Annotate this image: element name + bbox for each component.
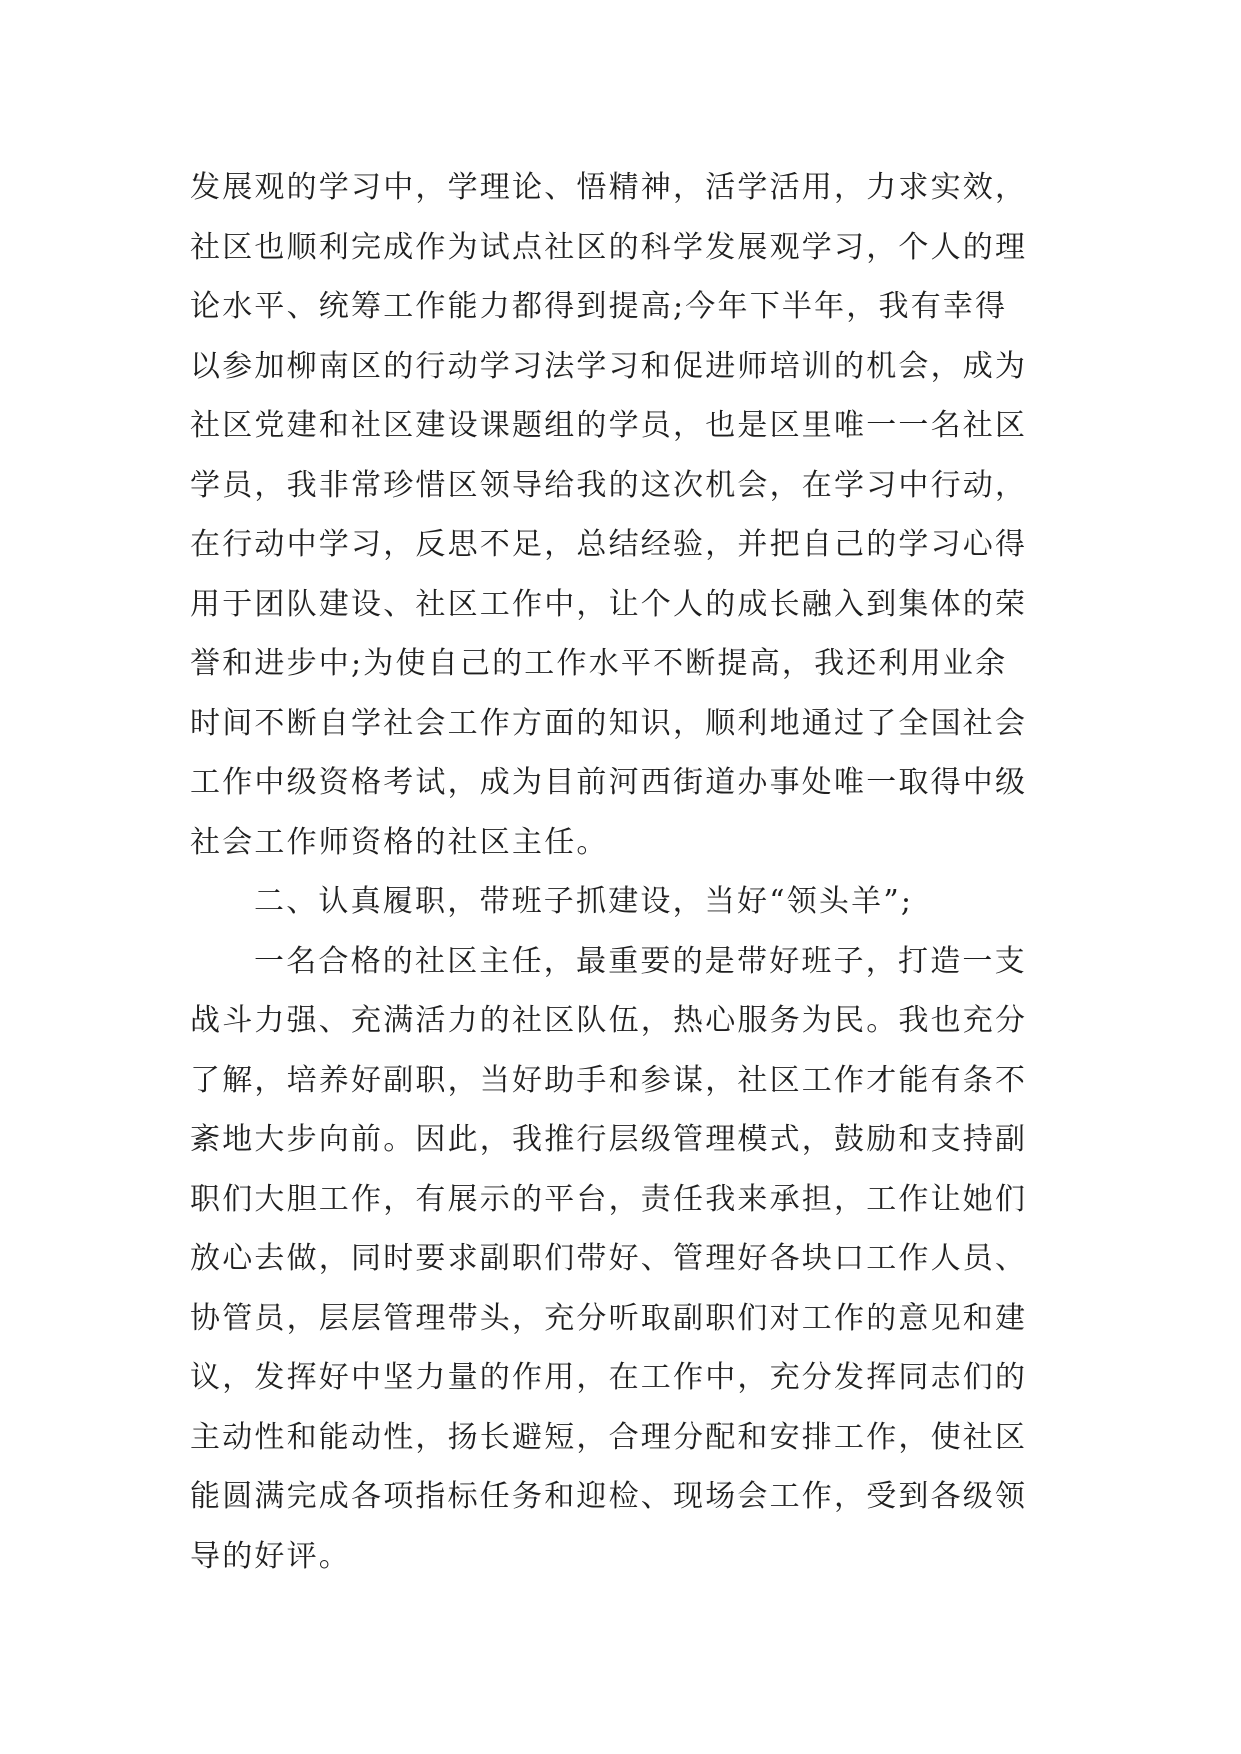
text-line: 放心去做，同时要求副职们带好、管理好各块口工作人员、 xyxy=(190,1241,1028,1276)
text-line: 誉和进步中;为使自己的工作水平不断提高，我还利用业余 xyxy=(190,646,1008,681)
text-line: 了解，培养好副职，当好助手和参谋，社区工作才能有条不 xyxy=(190,1062,1028,1098)
document-body xyxy=(190,158,1070,1586)
text-line: 社区也顺利完成作为试点社区的科学发展观学习，个人的理 xyxy=(190,229,1028,265)
text-line: 学员，我非常珍惜区领导给我的这次机会，在学习中行动， xyxy=(190,467,1028,503)
text-line: 导的好评。 xyxy=(190,1538,351,1574)
text-line: 论水平、统筹工作能力都得到提高;今年下半年，我有幸得 xyxy=(190,289,1008,324)
text-line: 主动性和能动性，扬长避短，合理分配和安排工作，使社区 xyxy=(190,1419,1028,1455)
text-line: 发展观的学习中，学理论、悟精神，活学活用，力求实效， xyxy=(190,170,1028,205)
text-line: 社会工作师资格的社区主任。 xyxy=(190,824,609,860)
text-line: 协管员，层层管理带头，充分听取副职们对工作的意见和建 xyxy=(190,1300,1028,1336)
text-line: 工作中级资格考试，成为目前河西街道办事处唯一取得中级 xyxy=(190,765,1028,800)
text-line: 时间不断自学社会工作方面的知识，顺利地通过了全国社会 xyxy=(190,705,1028,741)
text-line: 能圆满完成各项指标任务和迎检、现场会工作，受到各级领 xyxy=(190,1479,1028,1514)
text-line: 议，发挥好中坚力量的作用，在工作中，充分发挥同志们的 xyxy=(190,1360,1028,1395)
text-line: 战斗力强、充满活力的社区队伍，热心服务为民。我也充分 xyxy=(190,1003,1028,1038)
text-line: 以参加柳南区的行动学习法学习和促进师培训的机会，成为 xyxy=(190,348,1028,384)
text-line: 用于团队建设、社区工作中，让个人的成长融入到集体的荣 xyxy=(190,586,1028,622)
text-line: 在行动中学习，反思不足，总结经验，并把自己的学习心得 xyxy=(190,527,1028,562)
text-line: 紊地大步向前。因此，我推行层级管理模式，鼓励和支持副 xyxy=(190,1122,1028,1157)
paragraph-first-line: 一名合格的社区主任，最重要的是带好班子，打造一支 xyxy=(254,943,1027,979)
section-heading: 二、认真履职，带班子抓建设，当好“领头羊”; xyxy=(254,884,914,919)
text-line: 社区党建和社区建设课题组的学员，也是区里唯一一名社区 xyxy=(190,408,1028,443)
text-line: 职们大胆工作，有展示的平台，责任我来承担，工作让她们 xyxy=(190,1181,1028,1217)
